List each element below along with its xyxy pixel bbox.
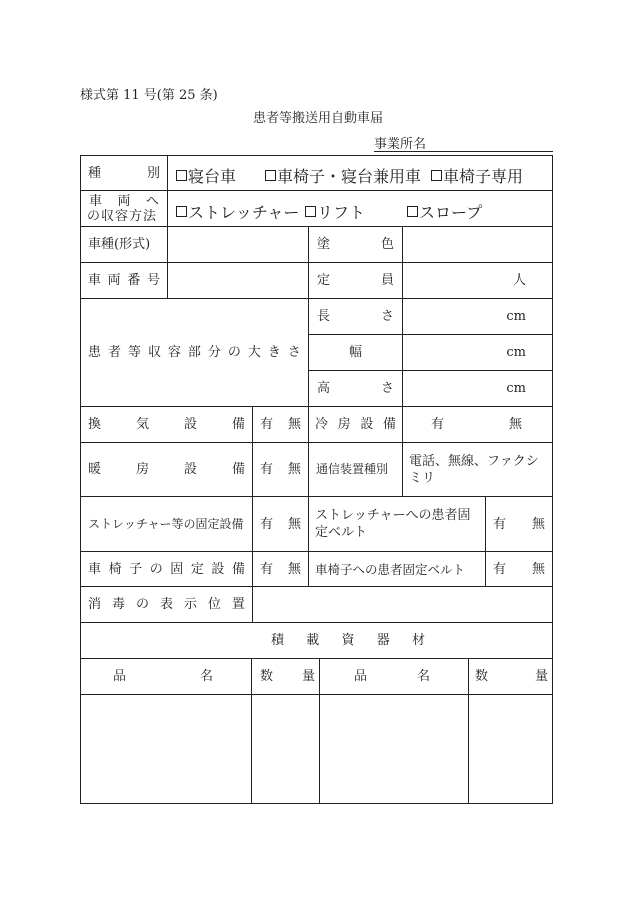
checkbox-icon[interactable] [265,170,276,181]
item-name-header-left: 品 名 [113,669,213,684]
form-title: 患者等搬送用自動車届 [253,111,384,126]
wheelchair-belt-yes-no[interactable]: 有 無 [493,561,545,577]
wheelchair-fixing-yes-no[interactable]: 有 無 [260,561,301,577]
wheelchair-fixing-label: 車 椅 子 の 固 定 設 備 [88,561,245,577]
capacity-field[interactable]: 人 [512,273,526,288]
width-field[interactable]: cm [506,345,526,360]
height-field[interactable]: cm [506,381,526,396]
item-name-header-right: 品 名 [354,669,430,684]
plate-number-field[interactable] [168,263,308,298]
width-label: 幅 [348,345,362,360]
checkbox-icon[interactable] [176,170,187,181]
loading-method-label: 車 両 へ の収容方法 [87,193,159,224]
heating-label: 暖 房 設 備 [88,462,245,477]
height-label: 高 さ [317,381,394,396]
quantity-field-right[interactable] [469,695,552,803]
comm-device-value: 電話、無線、ファクシミリ [409,453,539,486]
patient-space-size-label: 患 者 等 収 容 部 分 の 大 き さ [88,345,301,360]
checkbox-wheelchair-car[interactable]: 車椅子専用 [431,164,523,187]
quantity-field-left[interactable] [252,695,319,803]
stretcher-belt-label: ストレッチャーへの患者固定ベルト [315,508,471,540]
office-name-label: 事業所名 [374,137,427,152]
comm-device-label: 通信装置種別 [316,462,389,476]
plate-number-label: 車 両 番 号 [88,273,160,288]
vehicle-model-label: 車種(形式) [88,237,151,252]
cooling-label: 冷 房 設 備 [315,417,396,432]
checkbox-lift[interactable]: リフト [305,200,365,223]
checkbox-stretcher[interactable]: ストレッチャー [176,200,299,223]
length-field[interactable]: cm [506,309,526,324]
type-label: 種 別 [88,165,160,181]
stretcher-belt-yes-no[interactable]: 有 無 [493,516,545,532]
disinfection-label: 消 毒 の 表 示 位 置 [88,597,245,612]
stretcher-fixing-label: ストレッチャー等の固定設備 [88,516,244,531]
item-name-field-left[interactable] [81,695,251,803]
checkbox-icon[interactable] [176,206,187,217]
checkbox-icon[interactable] [407,206,418,217]
disinfection-field[interactable] [253,587,552,622]
equipment-heading: 積 載 資 器 材 [271,633,425,648]
wheelchair-belt-label: 車椅子への患者固定ベルト [315,561,466,577]
checkbox-slope[interactable]: スロープ [407,200,482,223]
vehicle-model-field[interactable] [168,227,308,262]
ventilation-label: 換 気 設 備 [88,417,245,432]
item-name-field-right[interactable] [320,695,468,803]
checkbox-stretcher-car[interactable]: 寝台車 [176,164,236,187]
capacity-label: 定 員 [317,273,394,288]
checkbox-combined-car[interactable]: 車椅子・寝台兼用車 [265,164,421,187]
stretcher-fixing-yes-no[interactable]: 有 無 [260,516,301,532]
cooling-yes-no[interactable]: 有 無 [431,417,522,432]
ventilation-yes-no[interactable]: 有 無 [260,417,301,432]
length-label: 長 さ [317,309,394,324]
checkbox-icon[interactable] [431,170,442,181]
heating-yes-no[interactable]: 有 無 [260,462,301,477]
paint-color-field[interactable] [403,227,552,262]
checkbox-icon[interactable] [305,206,316,217]
quantity-header-right: 数 量 [475,669,548,684]
form-number: 様式第 11 号(第 25 条) [80,88,218,103]
quantity-header-left: 数 量 [260,669,315,684]
paint-color-label: 塗 色 [317,237,394,252]
